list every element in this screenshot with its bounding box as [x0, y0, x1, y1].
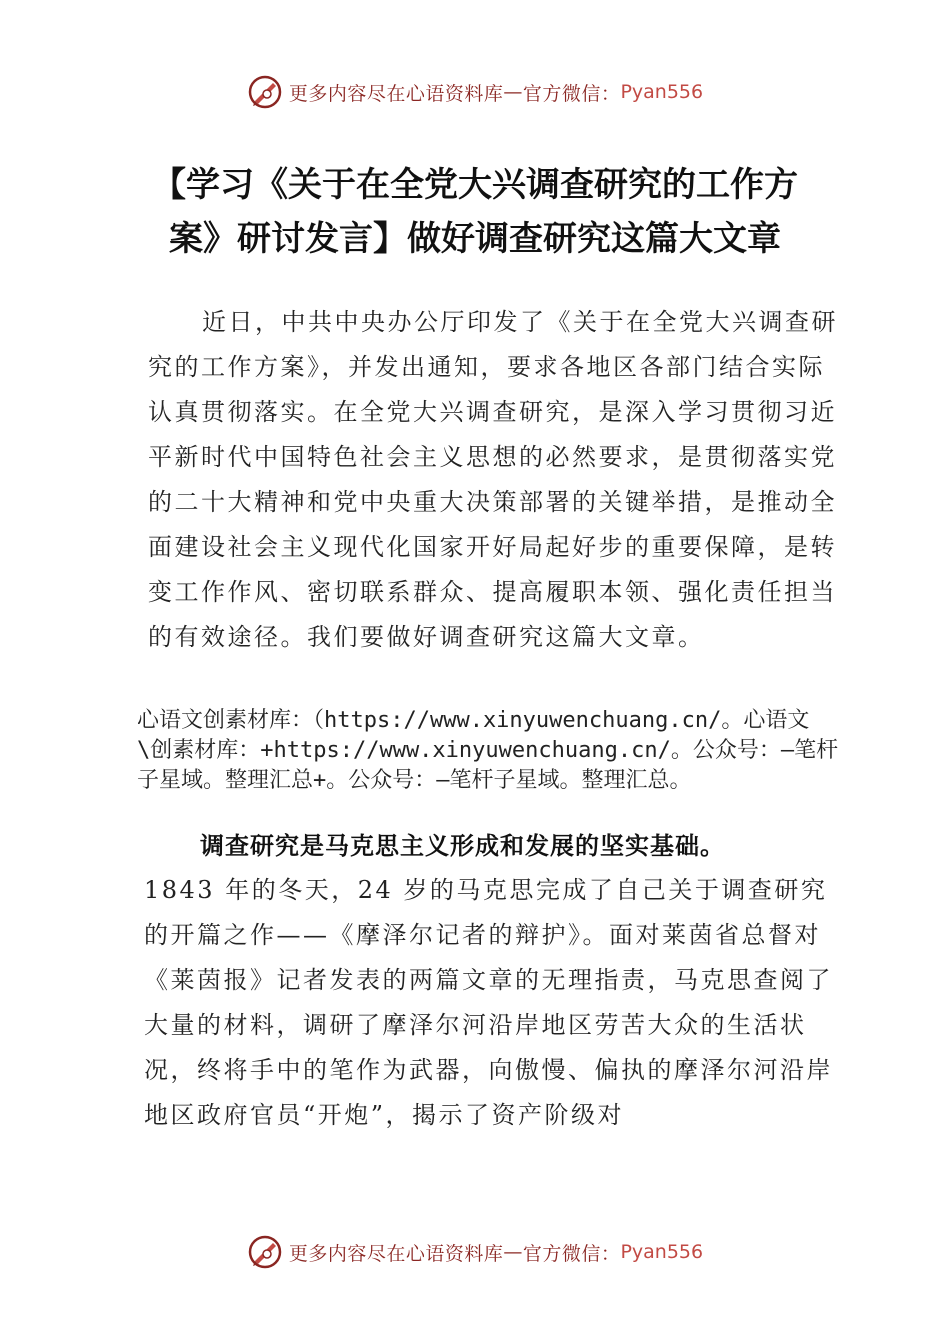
source-note: 心语文创素材库：（https://www.xinyuwenchuang.cn/。心语文\创素材库：+https://www.xinyuwenchuang.cn/。公众号：—笔杆子星域。整理汇总+。公众号：—笔杆子星域。整理汇总。	[137, 708, 839, 793]
footer-banner-text: 更多内容尽在心语资料库	[288, 1242, 504, 1265]
paragraph-intro: 近日，中共中央办公厅印发了《关于在全党大兴调查研究的工作方案》，并发出通知，要求各地区各部门结合实际认真贯彻落实。在全党大兴调查研究，是深入学习贯彻习近平新时代中国特色社会主义思想的必然要求，是贯彻落实党的二十大精神和党中央重大决策部署的关键举措，是推动全面建设社会主义现代化国家开好局起好步的重要保障，是转变工作作风、密切联系群众、提高履职本领、强化责任担当的有效途径。我们要做好调查研究这篇大文章。	[148, 308, 838, 651]
document-title	[0, 158, 950, 266]
footer-banner-wechat-id: Pyan556	[620, 1241, 704, 1263]
banner-wechat-label: 官方微信：	[522, 82, 621, 105]
header-banner	[0, 72, 950, 112]
pen-logo-icon	[247, 1234, 283, 1270]
section-heading: 调查研究是马克思主义形成和发展的坚实基础。	[200, 832, 725, 860]
banner-separator: —	[503, 81, 523, 103]
document-title-text: 【学习《关于在全党大兴调查研究的工作方案》研讨发言】做好调查研究这篇大文章	[152, 165, 798, 259]
paragraph-marx: 1843 年的冬天，24 岁的马克思完成了自己关于调查研究的开篇之作——《摩泽尔记者的辩护》。面对莱茵省总督对《莱茵报》记者发表的两篇文章的无理指责，马克思查阅了大量的材料，调研了摩泽尔河沿岸地区劳苦大众的生活状况，终将手中的笔作为武器，向傲慢、偏执的摩泽尔河沿岸地区政府官员“开炮”，揭示了资产阶级对	[144, 876, 833, 1129]
footer-banner	[0, 1232, 950, 1272]
banner-text: 更多内容尽在心语资料库	[288, 82, 504, 105]
footer-banner-separator: —	[503, 1241, 523, 1263]
footer-banner-wechat-label: 官方微信：	[522, 1242, 621, 1265]
banner-wechat-id: Pyan556	[620, 81, 704, 103]
pen-logo-icon	[247, 74, 283, 110]
